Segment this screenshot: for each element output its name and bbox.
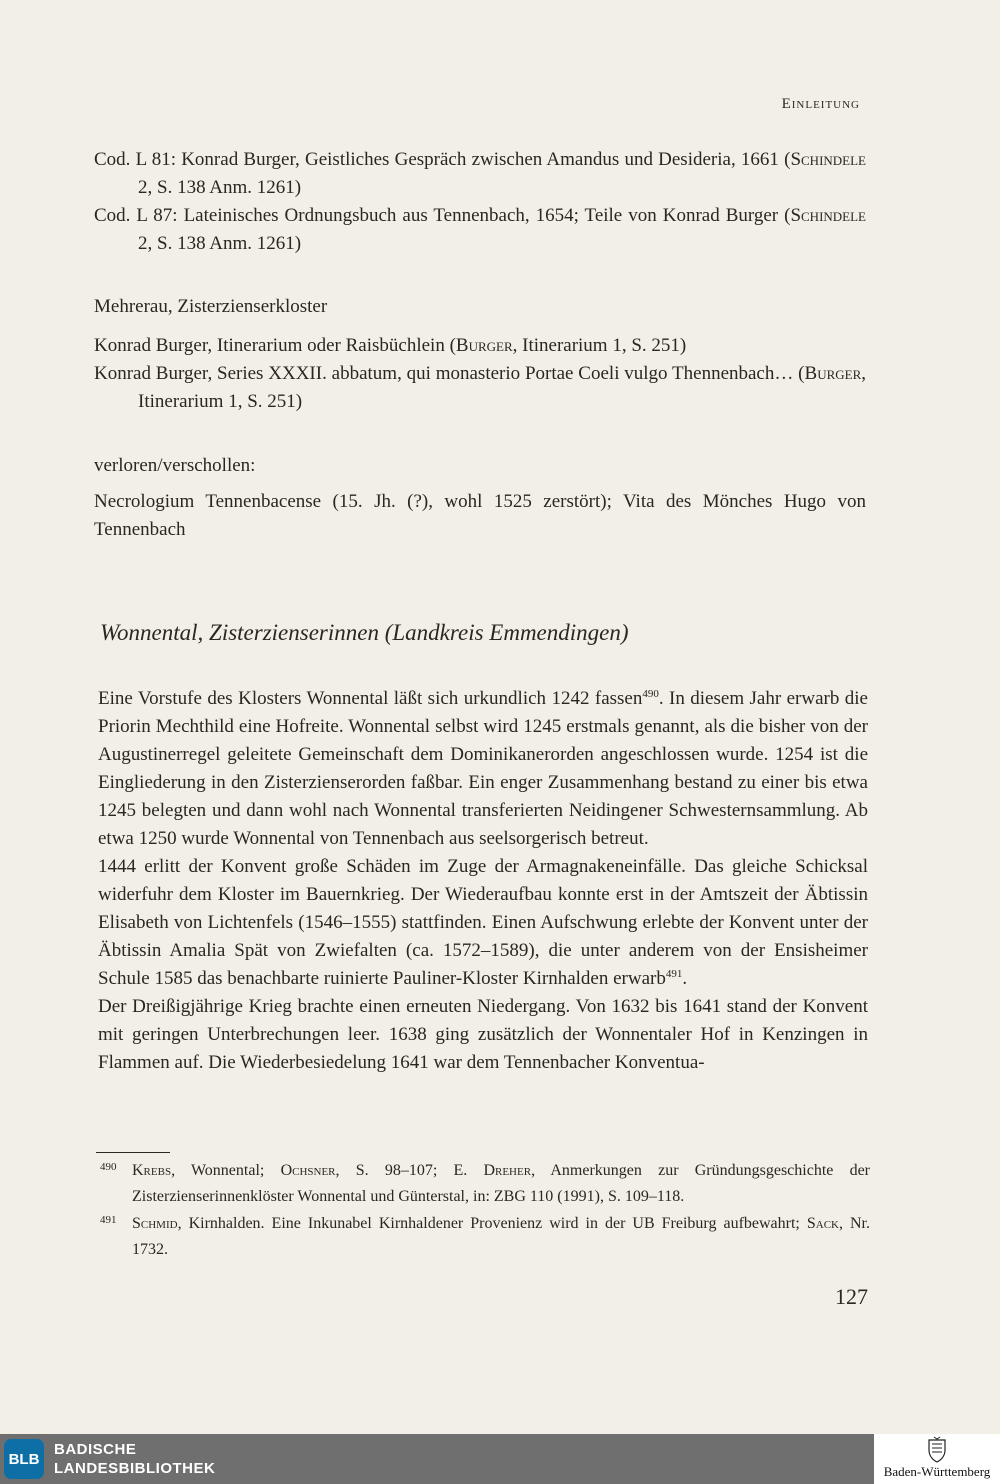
footnote-divider (96, 1152, 170, 1153)
state-name: Baden-Württemberg (883, 1464, 991, 1479)
main-text (98, 685, 868, 1077)
list-item: Konrad Burger, Series XXXII. abbatum, qui monasterio Portae Coeli vulgo Thennenbach… (Burger, Itinerarium 1, S. 251) (94, 363, 866, 412)
list-item: Necrologium Tennenbacense (15. Jh. (?), wohl 1525 zerstört); Vita des Mönches Hugo von Tennenbach (94, 491, 866, 540)
blb-logo[interactable]: BLB (4, 1439, 44, 1479)
list-item: Konrad Burger, Itinerarium oder Raisbüchlein (Burger, Itinerarium 1, S. 251) (94, 335, 687, 356)
lost-heading: verloren/verschollen: (94, 455, 256, 476)
list-item: Cod. L 87: Lateinisches Ordnungsbuch aus Tennenbach, 1654; Teile von Konrad Burger (Schindele 2, S. 138 Anm. 1261) (94, 205, 866, 254)
footnote-number: 490 (100, 1161, 117, 1173)
running-head: Einleitung (781, 96, 860, 112)
footnote: 490 Krebs, Wonnental; Ochsner, S. 98–107; E. Dreher, Anmerkungen zur Gründungsgeschichte der Zisterzienserinnenklöster Wonnental und Günterstal, in: ZBG 110 (1991), S. 109–118. (100, 1158, 870, 1210)
page-number: 127 (835, 1284, 868, 1309)
manuscript-list (94, 146, 866, 258)
coat-of-arms-icon (926, 1436, 948, 1464)
footnote: 491 Schmid, Kirnhalden. Eine Inkunabel Kirnhaldener Provenienz wird in der UB Freiburg aufbewahrt; Sack, Nr. 1732. (100, 1211, 870, 1263)
paragraph: Eine Vorstufe des Klosters Wonnental läßt sich urkundlich 1242 fassen$^{490}$. In diesem Jahr erwarb die Priorin Mechthild eine Hofreite. Wonnental selbst wird 1245 erstmals genannt, als die bisher von der Augustinerregel geleitete Gemeinschaft dem Dominikanerorden angeschlossen wurde. 1254 ist die Eingliederung in den Zisterzienserorden faßbar. Ein enger Zusammenhang bestand zu einer bis etwa 1245 belegten und dann wohl nach Wonnental transferierten Neidingener Schwesternsammlung. Ab etwa 1250 wurde Wonnental von Tennenbach aus seelsorgerisch betreut. (98, 688, 868, 849)
list-item: Cod. L 81: Konrad Burger, Geistliches Gespräch zwischen Amandus und Desideria, 1661 (Schindele 2, S. 138 Anm. 1261) (94, 149, 866, 198)
library-name: BADISCHE LANDESBIBLIOTHEK (54, 1441, 216, 1477)
library-footer (0, 1434, 1000, 1484)
state-branding (874, 1434, 1000, 1484)
mehrerau-heading: Mehrerau, Zisterzienserkloster (94, 296, 328, 317)
paragraph: 1444 erlitt der Konvent große Schäden im Zuge der Armagnakeneinfälle. Das gleiche Schicksal widerfuhr dem Kloster im Bauernkrieg. Der Wiederaufbau konnte erst in der Amtszeit der Äbtissin Elisabeth von Lichtenfels (1546–1555) stattfinden. Einen Aufschwung erlebte der Konvent unter der Äbtissin Amalia Spät von Zwiefalten (ca. 1572–1589), die unter anderem von der Ensisheimer Schule 1585 das benachbarte ruinierte Pauliner-Kloster Kirnhalden erwarb$^{491}$. (98, 856, 868, 989)
mehrerau-list (94, 332, 866, 416)
lost-list (94, 488, 866, 544)
footnote-ref[interactable]: 490 (642, 688, 659, 700)
footnote-ref[interactable]: 491 (665, 968, 683, 980)
section-heading: Wonnental, Zisterzienserinnen (Landkreis Emmendingen) (100, 620, 629, 645)
paragraph: Der Dreißigjährige Krieg brachte einen erneuten Niedergang. Von 1632 bis 1641 stand der Konvent mit geringen Unterbrechungen leer. 1638 ging zusätzlich der Wonnentaler Hof in Kenzingen in Flammen auf. Die Wiederbesiedelung 1641 war dem Tennenbacher Konventua- (98, 996, 868, 1073)
footnote-number: 491 (100, 1214, 117, 1226)
